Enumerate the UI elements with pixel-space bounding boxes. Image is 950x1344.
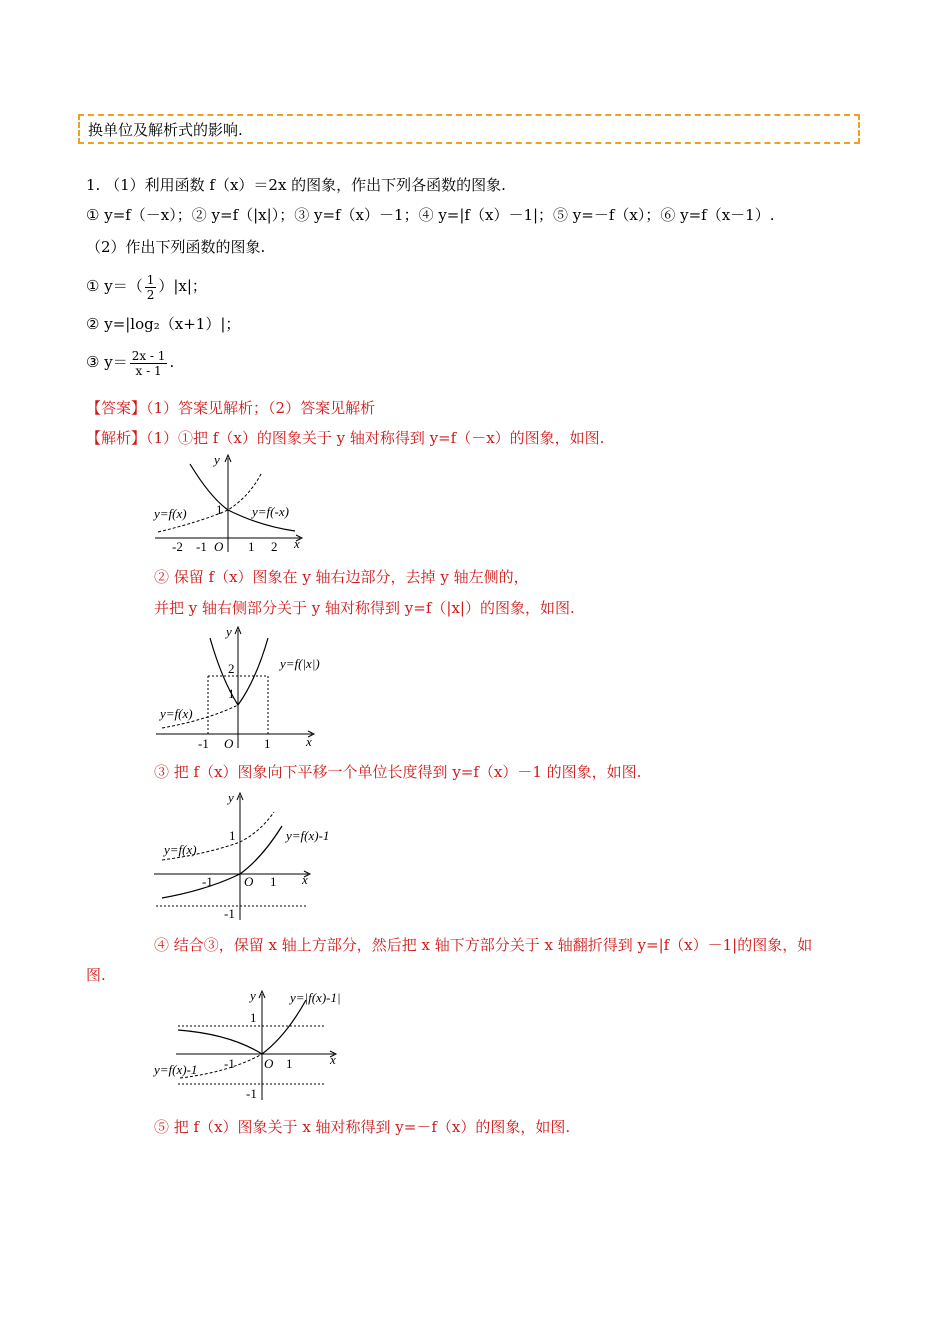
analysis-p5: ⑤ 把 f（x）图象关于 x 轴对称得到 y=－f（x）的图象，如图. xyxy=(154,1118,571,1136)
question-line3: （2）作出下列函数的图象. xyxy=(86,238,266,256)
analysis-p4b: 图. xyxy=(86,966,106,984)
g2-curve-f-absx xyxy=(210,638,268,705)
answer-line: 【答案】（1）答案见解析；（2）答案见解析 xyxy=(86,399,376,417)
g3-curve-fx-minus1 xyxy=(162,826,282,898)
g3-label-right: y=f(x)-1 xyxy=(286,828,330,843)
item1-suffix: ）|x|； xyxy=(158,277,207,295)
g1-tick-2: O xyxy=(214,539,224,554)
g4-tick-2: 1 xyxy=(286,1056,293,1071)
g1-label-left: y=f(x) xyxy=(154,506,187,521)
graph-2 xyxy=(152,620,322,754)
graph-4 xyxy=(150,986,360,1104)
g3-tick-2: 1 xyxy=(270,874,277,889)
item1-fraction xyxy=(145,273,157,302)
g3-tick-1: O xyxy=(244,874,254,889)
item1-num: 1 xyxy=(146,272,155,287)
g2-y-label: y xyxy=(226,624,232,639)
g3-y-label: y xyxy=(228,790,234,805)
g4-tick-one: 1 xyxy=(250,1010,257,1025)
g4-tick-1: O xyxy=(264,1056,274,1071)
g1-tick-one: 1 xyxy=(216,502,223,517)
graph-1 xyxy=(150,452,310,556)
item3-den: x - 1 xyxy=(135,363,162,378)
g1-label-right: y=f(-x) xyxy=(252,504,289,519)
analysis-p1: 【解析】（1）①把 f（x）的图象关于 y 轴对称得到 y=f（－x）的图象，如图. xyxy=(86,429,605,447)
g2-x-label: x xyxy=(306,734,312,749)
g3-tick-one: 1 xyxy=(229,828,236,843)
item3-suffix: . xyxy=(169,353,175,371)
g3-tick-neg1: -1 xyxy=(224,906,235,921)
g2-tick-2: 1 xyxy=(264,736,271,751)
g1-curve-fx xyxy=(158,472,262,532)
g2-tick-0: -1 xyxy=(198,736,209,751)
analysis-p3: ③ 把 f（x）图象向下平移一个单位长度得到 y=f（x）－1 的图象，如图. xyxy=(154,763,642,781)
question-line2: ① y=f（－x）；② y=f（|x|）；③ y=f（x）－1；④ y=|f（x）－1|；⑤ y=－f（x）；⑥ y=f（x－1）. xyxy=(86,206,775,224)
g1-curve-f-negx xyxy=(190,464,295,531)
item3-prefix: ③ y＝ xyxy=(86,353,128,371)
g1-x-label: x xyxy=(294,536,300,551)
g1-tick-3: 1 xyxy=(248,539,255,554)
g2-tick-two: 2 xyxy=(228,661,235,676)
g2-label-right: y=f(|x|) xyxy=(280,656,320,671)
question-item3 xyxy=(86,344,174,380)
analysis-p2b: 并把 y 轴右侧部分关于 y 轴对称得到 y=f（|x|）的图象，如图. xyxy=(154,599,575,617)
g1-tick-0: -2 xyxy=(172,539,183,554)
g4-y-label: y xyxy=(250,988,256,1003)
question-line1: 1. （1）利用函数 f（x）＝2x 的图象，作出下列各函数的图象. xyxy=(86,176,506,194)
g3-tick-0: -1 xyxy=(202,874,213,889)
analysis-p2a: ② 保留 f（x）图象在 y 轴右边部分，去掉 y 轴左侧的， xyxy=(154,568,529,586)
g1-tick-1: -1 xyxy=(196,539,207,554)
question-item2: ② y=|log₂（x+1）|； xyxy=(86,315,241,333)
g3-label-left: y=f(x) xyxy=(164,842,197,857)
g4-label-left: y=f(x)-1 xyxy=(154,1062,198,1077)
g4-label-right: y=|f(x)-1| xyxy=(290,990,341,1005)
g2-tick-1: O xyxy=(224,736,234,751)
analysis-p4a: ④ 结合③，保留 x 轴上方部分，然后把 x 轴下方部分关于 x 轴翻折得到 y=|f（x）－1|的图象，如 xyxy=(154,936,813,954)
g1-tick-4: 2 xyxy=(271,539,278,554)
g4-curve-abs xyxy=(178,1000,306,1054)
graph-3 xyxy=(152,786,342,924)
question-item1 xyxy=(86,270,207,302)
g2-label-left: y=f(x) xyxy=(160,706,193,721)
item3-fraction xyxy=(130,349,168,378)
g4-tick-0: -1 xyxy=(224,1056,235,1071)
item3-num: 2x - 1 xyxy=(131,348,166,363)
g4-tick-neg1: -1 xyxy=(246,1086,257,1101)
tip-text: 换单位及解析式的影响. xyxy=(88,121,243,139)
g4-x-label: x xyxy=(330,1052,336,1067)
g1-y-label: y xyxy=(214,452,220,467)
g3-x-label: x xyxy=(302,872,308,887)
item1-prefix: ① y＝（ xyxy=(86,277,143,295)
item1-den: 2 xyxy=(146,287,155,302)
tip-box xyxy=(78,114,860,144)
g2-tick-one: 1 xyxy=(228,686,235,701)
